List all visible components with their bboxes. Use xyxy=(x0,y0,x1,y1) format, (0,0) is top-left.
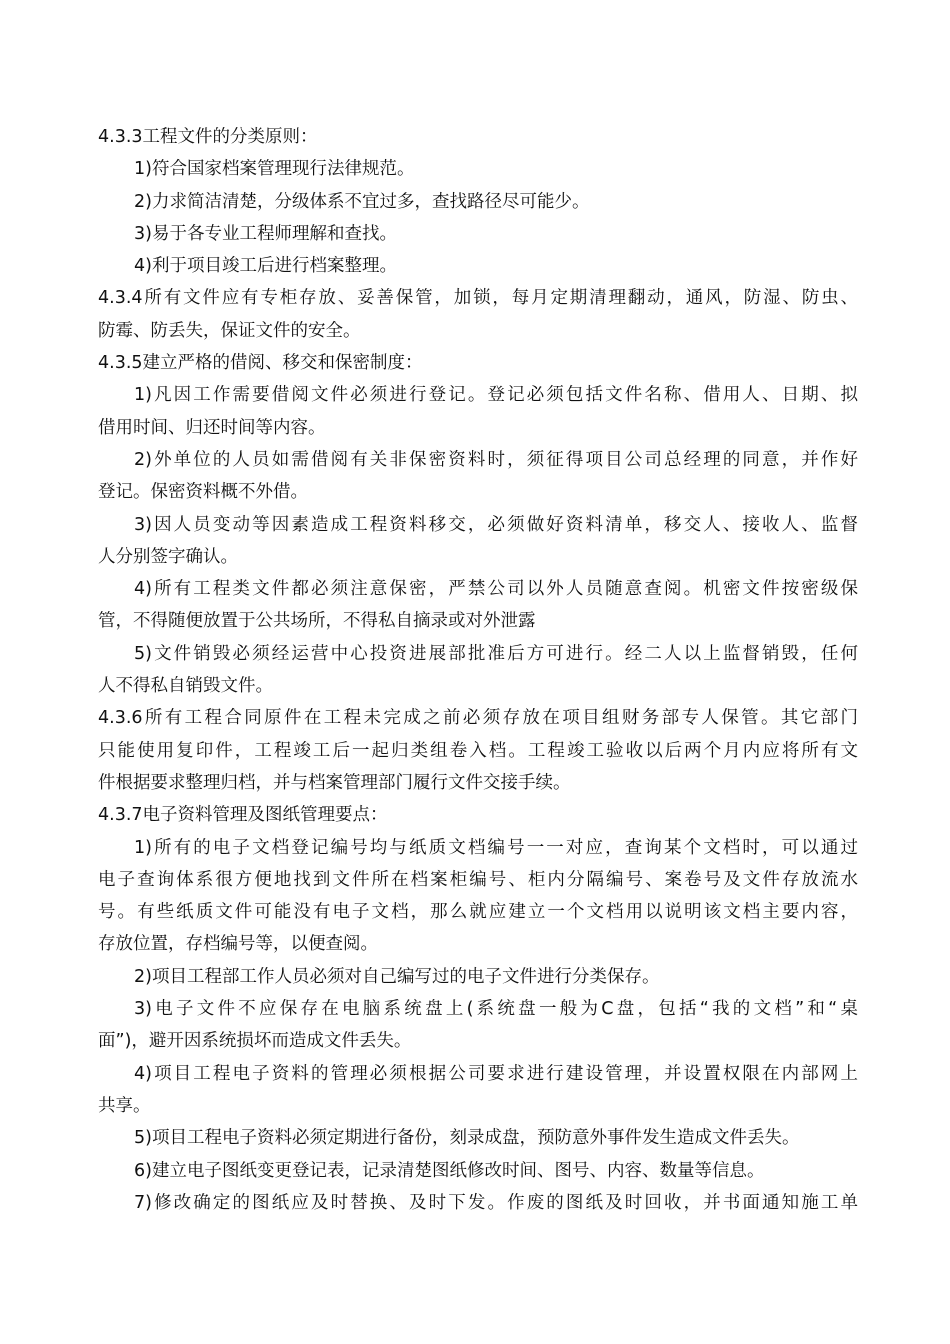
text-line: 人分别签字确认。 xyxy=(98,546,238,567)
text-line: 1)符合国家档案管理现行法律规范。 xyxy=(134,159,415,180)
text-line: 4.3.7电子资料管理及图纸管理要点： xyxy=(98,805,388,826)
text-line: 借用时间、归还时间等内容。 xyxy=(98,417,326,438)
text-line: 4.3.4所有文件应有专柜存放、妥善保管，加锁，每月定期清理翻动，通风，防湿、防虫、 xyxy=(98,288,858,309)
text-line: 3)电子文件不应保存在电脑系统盘上(系统盘一般为C盘，包括“我的文档”和“桌 xyxy=(134,999,858,1020)
text-line: 件根据要求整理归档，并与档案管理部门履行文件交接手续。 xyxy=(98,772,571,793)
text-line: 4.3.5建立严格的借阅、移交和保密制度： xyxy=(98,353,423,374)
text-line: 登记。保密资料概不外借。 xyxy=(98,482,308,503)
text-line: 4.3.3工程文件的分类原则： xyxy=(98,127,318,147)
text-line: 防霉、防丢失，保证文件的安全。 xyxy=(98,320,361,341)
text-line: 号。有些纸质文件可能没有电子文档，那么就应建立一个文档用以说明该文档主要内容， xyxy=(98,902,858,923)
text-line: 3)易于各专业工程师理解和查找。 xyxy=(134,223,397,244)
text-line: 电子查询体系很方便地找到文件所在档案柜编号、柜内分隔编号、案卷号及文件存放流水 xyxy=(98,869,858,890)
text-line: 5)项目工程电子资料必须定期进行备份，刻录成盘，预防意外事件发生造成文件丢失。 xyxy=(134,1128,800,1149)
text-line: 5)文件销毁必须经运营中心投资进展部批准后方可进行。经二人以上监督销毁，任何 xyxy=(134,643,858,664)
text-line: 2)力求简洁清楚，分级体系不宜过多，查找路径尽可能少。 xyxy=(134,191,590,212)
text-line: 存放位置，存档编号等，以便查阅。 xyxy=(98,934,378,955)
text-line: 6)建立电子图纸变更登记表，记录清楚图纸修改时间、图号、内容、数量等信息。 xyxy=(134,1160,765,1181)
text-line: 共享。 xyxy=(98,1095,151,1116)
text-line: 4)利于项目竣工后进行档案整理。 xyxy=(134,256,397,277)
text-line: 1)凡因工作需要借阅文件必须进行登记。登记必须包括文件名称、借用人、日期、拟 xyxy=(134,385,858,406)
text-line: 人不得私自销毁文件。 xyxy=(98,676,273,697)
text-line: 1)所有的电子文档登记编号均与纸质文档编号一一对应，查询某个文档时，可以通过 xyxy=(134,837,858,858)
text-line: 7)修改确定的图纸应及时替换、及时下发。作废的图纸及时回收，并书面通知施工单 xyxy=(134,1192,858,1213)
text-line: 4.3.6所有工程合同原件在工程未完成之前必须存放在项目组财务部专人保管。其它部门 xyxy=(98,708,858,729)
text-line: 2)项目工程部工作人员必须对自己编写过的电子文件进行分类保存。 xyxy=(134,966,660,987)
text-line: 只能使用复印件，工程竣工后一起归类组卷入档。工程竣工验收以后两个月内应将所有文 xyxy=(98,740,858,761)
text-line: 3)因人员变动等因素造成工程资料移交，必须做好资料清单，移交人、接收人、监督 xyxy=(134,514,858,535)
text-line: 面”)，避开因系统损坏而造成文件丢失。 xyxy=(98,1031,412,1052)
text-line: 4)所有工程类文件都必须注意保密，严禁公司以外人员随意查阅。机密文件按密级保 xyxy=(134,579,858,600)
text-line: 管，不得随便放置于公共场所，不得私自摘录或对外泄露 xyxy=(98,611,536,632)
text-line: 4)项目工程电子资料的管理必须根据公司要求进行建设管理，并设置权限在内部网上 xyxy=(134,1063,858,1084)
document-page xyxy=(98,121,858,1219)
text-line: 2)外单位的人员如需借阅有关非保密资料时，须征得项目公司总经理的同意，并作好 xyxy=(134,449,858,470)
